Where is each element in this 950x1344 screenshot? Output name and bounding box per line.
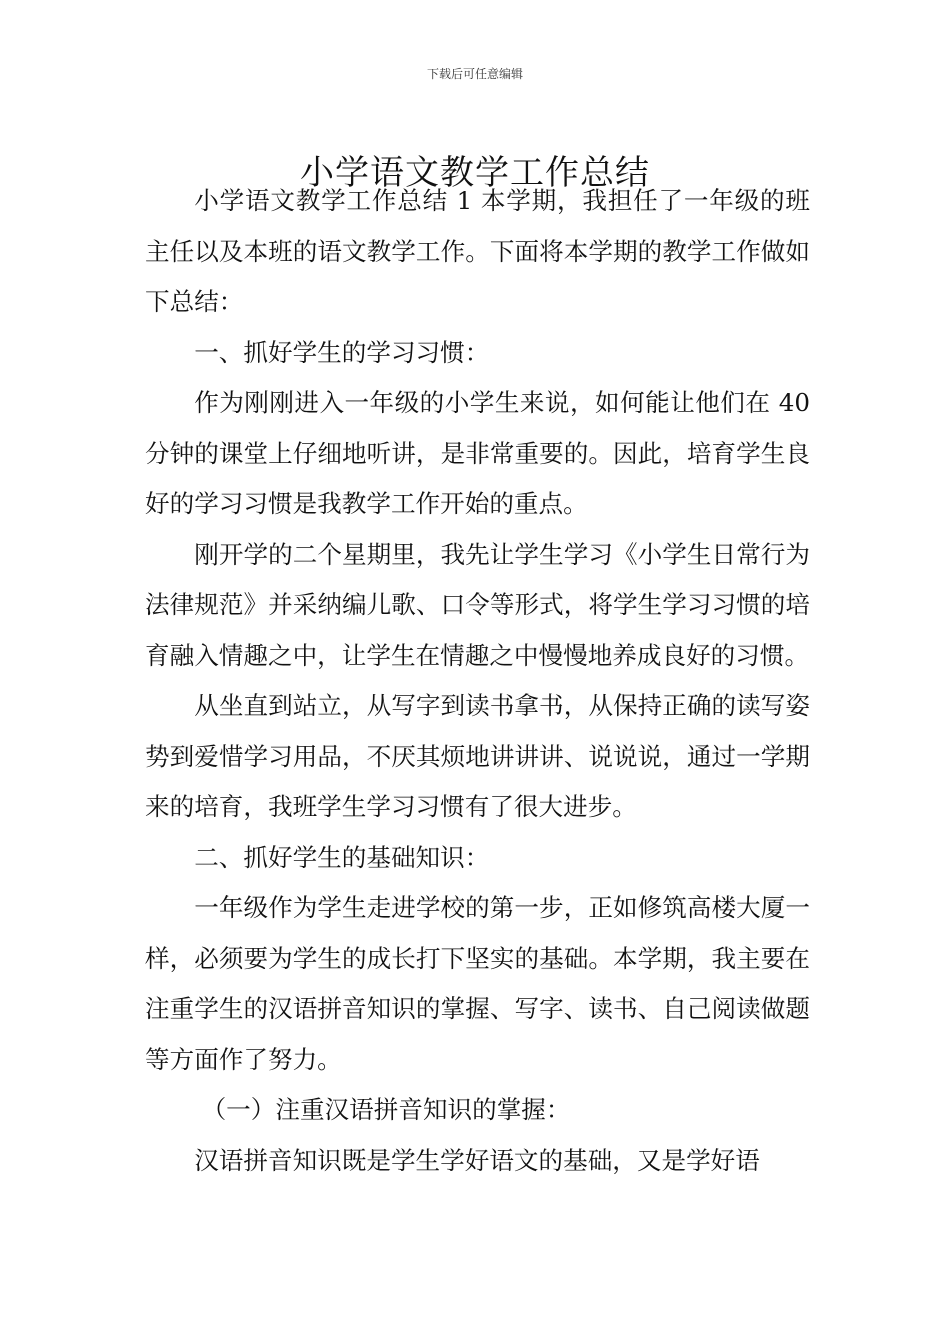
paragraph: 从坐直到站立，从写字到读书拿书，从保持正确的读写姿势到爱惜学习用品，不厌其烦地讲讲讲、说说说，通过一学期来的培育，我班学生学习习惯有了很大进步。: [145, 691, 810, 821]
section-heading-1: 一、抓好学生的学习习惯：: [194, 337, 490, 367]
paragraph: 作为刚刚进入一年级的小学生来说，如何能让他们在 40 分钟的课堂上仔细地听讲，是非常重要的。因此，培育学生良好的学习习惯是我教学工作开始的重点。: [145, 388, 810, 518]
document-body: [145, 176, 810, 1186]
header-note: 下载后可任意编辑: [426, 67, 523, 81]
document-title: 小学语文教学工作总结: [300, 152, 650, 193]
paragraph: 汉语拼音知识既是学生学好语文的基础，又是学好语: [194, 1145, 760, 1175]
paragraph-intro: 小学语文教学工作总结 1 本学期，我担任了一年级的班主任以及本班的语文教学工作。下面将本学期的教学工作做如下总结：: [145, 186, 810, 316]
section-heading-2: 二、抓好学生的基础知识：: [194, 842, 490, 872]
subsection-heading: （一）注重汉语拼音知识的掌握：: [201, 1095, 571, 1124]
paragraph: 刚开学的二个星期里，我先让学生学习《小学生日常行为法律规范》并采纳编儿歌、口令等形式，将学生学习习惯的培育融入情趣之中，让学生在情趣之中慢慢地养成良好的习惯。: [145, 539, 810, 670]
paragraph: 一年级作为学生走进学校的第一步，正如修筑高楼大厦一样，必须要为学生的成长打下坚实的基础。本学期，我主要在注重学生的汉语拼音知识的掌握、写字、读书、自己阅读做题等方面作了努力。: [145, 893, 810, 1074]
